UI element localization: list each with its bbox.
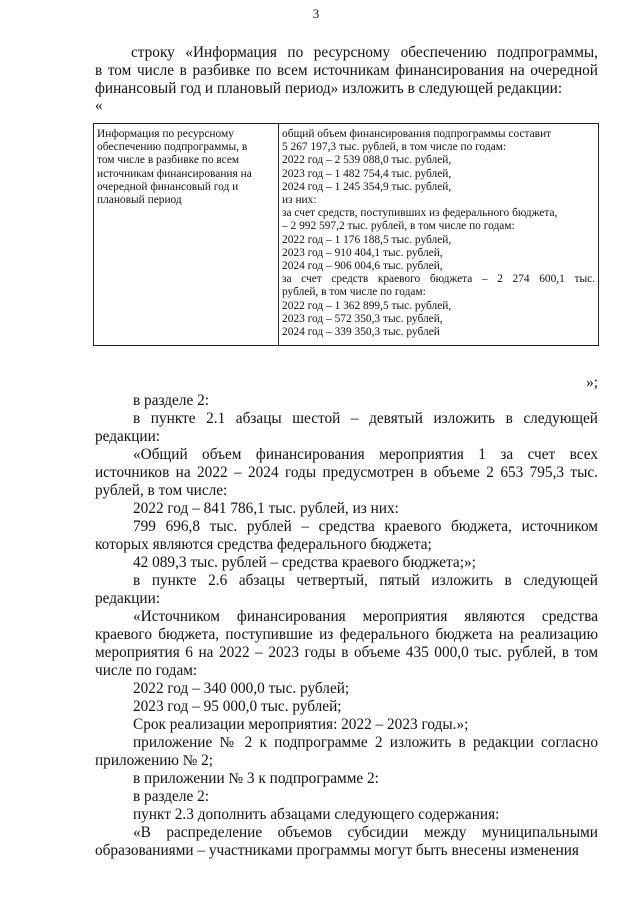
label-line: Информация по ресурсному	[97, 128, 234, 140]
paragraph: пункт 2.3 дополнить абзацами следующего содержания:	[133, 806, 500, 823]
closing-quote: »;	[586, 374, 598, 391]
value-line: 2022 год – 1 362 899,5 тыс. рублей,	[282, 299, 452, 312]
paragraph: приложение № 2 к подпрограмме 2 изложить в редакции согласно приложению № 2;	[95, 734, 598, 769]
opening-quote: «	[95, 97, 103, 114]
value-line: 2024 год – 339 350,3 тыс. рублей	[282, 326, 440, 339]
paragraph: в пункте 2.1 абзацы шестой – девятый изложить в следующей редакции:	[95, 410, 598, 445]
paragraph: 2022 год – 841 786,1 тыс. рублей, из них:	[133, 500, 399, 517]
value-line: 2023 год – 1 482 754,4 тыс. рублей,	[282, 167, 452, 180]
value-line: 2024 год – 906 004,6 тыс. рублей,	[282, 260, 443, 273]
table-cell-value	[279, 124, 599, 346]
label-line: обеспечению подпрограммы, в	[97, 141, 248, 154]
paragraph: «Источником финансирования мероприятия являются средства краевого бюджета, поступившие из федерального бюджета на реализацию мероприятия 6 на 2022 – 2023 годы в объеме 435 000,0 тыс. рублей, в том числе по годам:	[95, 608, 598, 679]
paragraph: в пункте 2.6 абзацы четвертый, пятый изложить в следующей редакции:	[95, 572, 598, 607]
value-line: за счет средств, поступивших из федерального бюджета,	[282, 207, 558, 220]
label-line: том числе в разбивке по всем	[97, 154, 240, 167]
value-line: 2022 год – 1 176 188,5 тыс. рублей,	[282, 233, 452, 246]
value-line: за счет средств краевого бюджета – 2 274 600,1 тыс.	[282, 273, 595, 286]
paragraph: 799 696,8 тыс. рублей – средства краевого бюджета, источником которых являются средства федерального бюджета;	[95, 518, 598, 553]
value-line: общий объем финансирования подпрограммы составит	[282, 128, 552, 140]
intro-line-2: в том числе в разбивке по всем источникам финансирования на очередной	[95, 62, 598, 79]
intro-block	[95, 44, 598, 114]
paragraph: «В распределение объемов субсидии между муниципальными образованиями – участниками программы могут быть внесены изменения	[95, 824, 598, 859]
paragraph: Срок реализации мероприятия: 2022 – 2023 годы.»;	[133, 716, 469, 733]
paragraph: в разделе 2:	[133, 392, 209, 409]
value-line: 2024 год – 1 245 354,9 тыс. рублей,	[282, 180, 452, 193]
value-line: рублей, в том числе по годам:	[282, 286, 426, 299]
value-line: 2023 год – 572 350,3 тыс. рублей,	[282, 312, 443, 325]
label-line: источникам финансирования на	[97, 167, 252, 180]
paragraph: «Общий объем финансирования мероприятия 1 за счет всех источников на 2022 – 2024 годы предусмотрен в объеме 2 653 795,3 тыс. рублей, в том числе:	[95, 446, 598, 499]
value-line: 2023 год – 910 404,1 тыс. рублей,	[282, 246, 443, 259]
label-line: очередной финансовый год и	[97, 180, 239, 193]
value-line: – 2 992 597,2 тыс. рублей, в том числе по годам:	[282, 220, 515, 233]
paragraph: 42 089,3 тыс. рублей – средства краевого бюджета;»;	[133, 554, 476, 571]
value-line: 2022 год – 2 539 088,0 тыс. рублей,	[282, 154, 452, 167]
paragraph: в приложении № 3 к подпрограмме 2:	[133, 770, 379, 787]
label-line: плановый период	[97, 194, 182, 207]
value-line: 5 267 197,3 тыс. рублей, в том числе по годам:	[282, 141, 507, 154]
paragraph: 2023 год – 95 000,0 тыс. рублей;	[133, 698, 342, 715]
resource-table	[93, 123, 599, 346]
page-number: 3	[312, 6, 320, 21]
paragraph: в разделе 2:	[133, 788, 209, 805]
paragraph: 2022 год – 340 000,0 тыс. рублей;	[133, 680, 350, 697]
amendment-text	[95, 392, 598, 860]
value-line: из них:	[282, 194, 317, 207]
intro-line-3: финансовый год и плановый период» изложить в следующей редакции:	[95, 80, 563, 97]
table-cell-label	[94, 124, 279, 346]
intro-line-1: строку «Информация по ресурсному обеспечению подпрограммы,	[131, 44, 598, 61]
table-row	[94, 124, 599, 346]
